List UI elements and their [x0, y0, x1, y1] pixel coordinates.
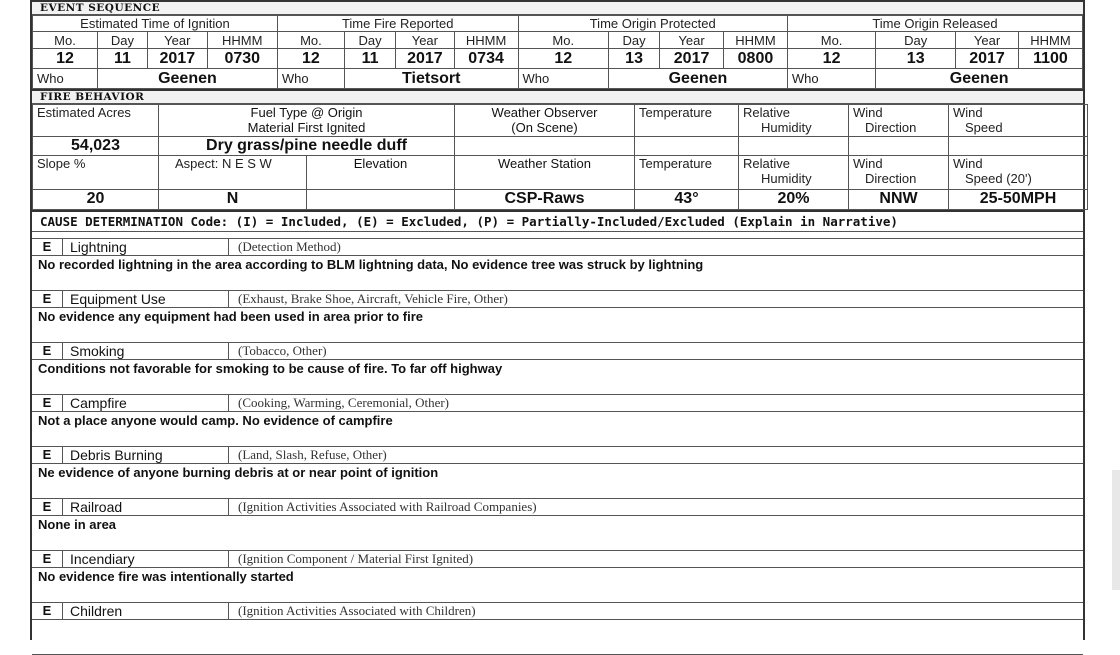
relative-humidity-label-2: Relative Humidity: [739, 156, 849, 190]
day-label: Day: [97, 32, 147, 49]
relative-humidity-value: [739, 137, 849, 156]
weather-observer-label: Weather Observer (On Scene): [455, 105, 635, 137]
cause-name: Incendiary: [70, 551, 229, 567]
wind-direction-value-2: NNW: [849, 190, 949, 210]
ignition-time-label: Estimated Time of Ignition: [33, 16, 278, 32]
fire-behavior-title: FIRE BEHAVIOR: [32, 89, 1083, 104]
wind-speed-value-2: 25-50MPH: [949, 190, 1088, 210]
event-sequence-title: EVENT SEQUENCE: [32, 0, 1083, 15]
cause-row-lightning: [32, 239, 1083, 291]
fire-behavior-table: [32, 104, 1088, 210]
cause-name: Lightning: [70, 239, 229, 255]
ignition-year: 2017: [147, 49, 207, 69]
cause-row-equipment-use: [32, 291, 1083, 343]
mo-label: Mo.: [277, 32, 344, 49]
weather-station-label: Weather Station: [455, 156, 635, 190]
cause-row-children: [32, 603, 1083, 655]
mo-label: Mo.: [33, 32, 98, 49]
cause-code: E: [32, 551, 63, 567]
cause-name: Railroad: [70, 499, 229, 515]
cause-note: Conditions not favorable for smoking to be cause of fire. To far off highway: [38, 361, 503, 376]
wind-direction-value: [849, 137, 949, 156]
divider: [32, 463, 1083, 464]
cause-code: E: [32, 291, 63, 307]
temperature-label: Temperature: [635, 105, 739, 137]
temperature-value-2: 43°: [635, 190, 739, 210]
cause-row-incendiary: [32, 551, 1083, 603]
cause-name: Smoking: [70, 343, 229, 359]
reported-time-label: Time Fire Reported: [277, 16, 518, 32]
protected-day: 13: [609, 49, 660, 69]
cause-note: No recorded lightning in the area according to BLM lightning data, No evidence tree was struck by lightning: [38, 257, 704, 272]
ignition-hhmm: 0730: [207, 49, 277, 69]
cause-row-railroad: [32, 499, 1083, 551]
day-label: Day: [876, 32, 956, 49]
cause-determination-header: CAUSE DETERMINATION Code: (I) = Included, (E) = Excluded, (P) = Partially-Included/Excluded (Explain in Narrative): [32, 210, 1083, 232]
cause-code: E: [32, 395, 63, 411]
cause-code: E: [32, 239, 63, 255]
wind-direction-label-2: Wind Direction: [849, 156, 949, 190]
reported-month: 12: [277, 49, 344, 69]
elevation-value: [307, 190, 455, 210]
acres-label: Estimated Acres: [33, 105, 159, 137]
cause-spacer: [32, 232, 1083, 239]
wind-speed-label-2: Wind Speed (20'): [949, 156, 1088, 190]
hhmm-label: HHMM: [207, 32, 277, 49]
cause-note: No evidence any equipment had been used in area prior to fire: [38, 309, 424, 324]
weather-observer-value: [455, 137, 635, 156]
reported-hhmm: 0734: [454, 49, 518, 69]
cause-code: E: [32, 343, 63, 359]
divider: [32, 567, 1083, 568]
hhmm-label: HHMM: [1018, 32, 1082, 49]
cause-row-smoking: [32, 343, 1083, 395]
hhmm-label: HHMM: [724, 32, 788, 49]
fuel-type-value: Dry grass/pine needle duff: [159, 137, 455, 156]
cause-note: No evidence fire was intentionally started: [38, 569, 294, 584]
cause-hint: (Land, Slash, Refuse, Other): [238, 447, 387, 462]
wind-speed-label: Wind Speed: [949, 105, 1088, 137]
year-label: Year: [396, 32, 455, 49]
who-label: Who: [787, 69, 875, 89]
aspect-label: Aspect: N E S W: [159, 156, 307, 190]
acres-value: 54,023: [33, 137, 159, 156]
released-who: Geenen: [876, 69, 1083, 89]
divider: [32, 515, 1083, 516]
ignition-day: 11: [97, 49, 147, 69]
year-label: Year: [660, 32, 724, 49]
year-label: Year: [147, 32, 207, 49]
cause-code: E: [32, 499, 63, 515]
event-sequence-table: [32, 15, 1083, 89]
protected-year: 2017: [660, 49, 724, 69]
protected-month: 12: [518, 49, 609, 69]
reported-year: 2017: [396, 49, 455, 69]
who-label: Who: [33, 69, 98, 89]
cause-note: Ne evidence of anyone burning debris at or near point of ignition: [38, 465, 439, 480]
slope-label: Slope %: [33, 156, 159, 190]
cause-name: Children: [70, 603, 229, 619]
cause-hint: (Cooking, Warming, Ceremonial, Other): [238, 395, 450, 410]
wind-speed-value: [949, 137, 1088, 156]
who-label: Who: [277, 69, 344, 89]
released-hhmm: 1100: [1018, 49, 1082, 69]
fire-investigation-form: [30, 0, 1085, 640]
cause-row-debris-burning: [32, 447, 1083, 499]
hhmm-label: HHMM: [454, 32, 518, 49]
cause-row-campfire: [32, 395, 1083, 447]
divider: [32, 307, 1083, 308]
ignition-who: Geenen: [97, 69, 277, 89]
temperature-label-2: Temperature: [635, 156, 739, 190]
temperature-value: [635, 137, 739, 156]
released-day: 13: [876, 49, 956, 69]
protected-who: Geenen: [609, 69, 788, 89]
mo-label: Mo.: [518, 32, 609, 49]
who-label: Who: [518, 69, 609, 89]
cause-hint: (Tobacco, Other): [238, 343, 327, 358]
released-time-label: Time Origin Released: [787, 16, 1082, 32]
released-year: 2017: [956, 49, 1019, 69]
aspect-value: N: [159, 190, 307, 210]
protected-time-label: Time Origin Protected: [518, 16, 787, 32]
divider: [32, 255, 1083, 256]
fuel-type-label: Fuel Type @ Origin Material First Ignited: [159, 105, 455, 137]
cause-note: Not a place anyone would camp. No evidence of campfire: [38, 413, 393, 428]
relative-humidity-label: Relative Humidity: [739, 105, 849, 137]
weather-station-value: CSP-Raws: [455, 190, 635, 210]
reported-day: 11: [344, 49, 395, 69]
divider: [32, 619, 1083, 620]
reported-who: Tietsort: [344, 69, 518, 89]
cause-note: None in area: [38, 517, 117, 532]
elevation-label: Elevation: [307, 156, 455, 190]
cause-hint: (Ignition Activities Associated with Railroad Companies): [238, 499, 537, 514]
cause-name: Debris Burning: [70, 447, 229, 463]
ignition-month: 12: [33, 49, 98, 69]
cause-hint: (Ignition Activities Associated with Children): [238, 603, 476, 618]
released-month: 12: [787, 49, 875, 69]
cause-hint: (Detection Method): [238, 239, 341, 254]
year-label: Year: [956, 32, 1019, 49]
protected-hhmm: 0800: [724, 49, 788, 69]
day-label: Day: [609, 32, 660, 49]
cause-name: Campfire: [70, 395, 229, 411]
mo-label: Mo.: [787, 32, 875, 49]
cause-code: E: [32, 447, 63, 463]
day-label: Day: [344, 32, 395, 49]
cause-hint: (Ignition Component / Material First Ignited): [238, 551, 474, 566]
wind-direction-label: Wind Direction: [849, 105, 949, 137]
cause-hint: (Exhaust, Brake Shoe, Aircraft, Vehicle Fire, Other): [238, 291, 508, 306]
divider: [32, 411, 1083, 412]
cause-code: E: [32, 603, 63, 619]
cause-name: Equipment Use: [70, 291, 229, 307]
divider: [32, 359, 1083, 360]
scan-edge-shadow: [1112, 470, 1120, 590]
slope-value: 20: [33, 190, 159, 210]
relative-humidity-value-2: 20%: [739, 190, 849, 210]
